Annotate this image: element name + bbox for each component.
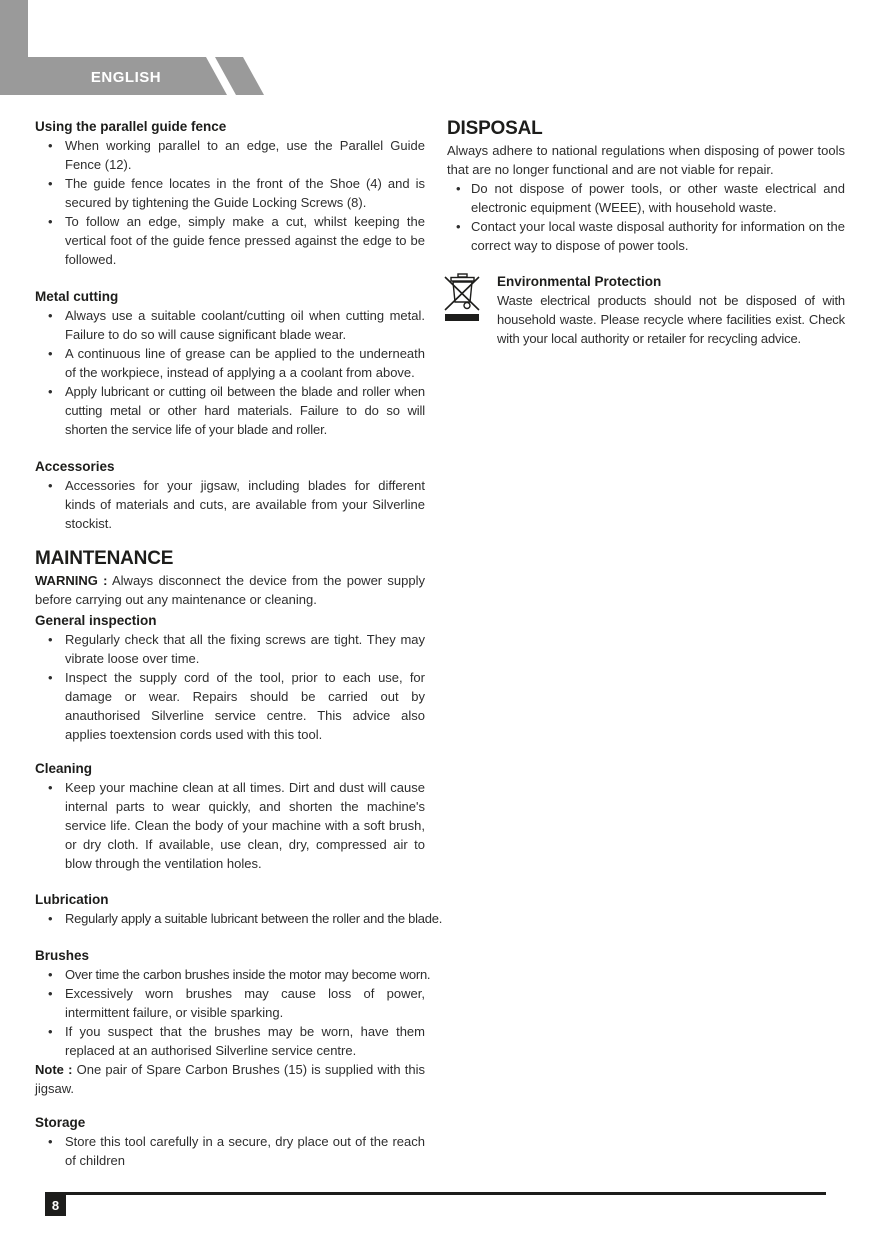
heading-metal-cutting: Metal cutting <box>35 289 119 304</box>
list-item: • When working parallel to an edge, use the Parallel Guide Fence (12). <box>35 136 425 174</box>
page-number-badge: 8 <box>45 1194 66 1216</box>
inspection-bullet-list <box>35 630 425 744</box>
heading-general-inspection: General inspection <box>35 613 157 628</box>
environmental-protection-text <box>497 272 845 348</box>
accessories-bullet-list <box>35 476 425 533</box>
disposal-bullet-list <box>447 179 845 255</box>
list-item: • Do not dispose of power tools, or other waste electrical and electronic equipment (WEEE), with household waste. <box>447 179 845 217</box>
heading-cleaning: Cleaning <box>35 761 93 776</box>
list-item: • Regularly check that all the fixing screws are tight. They may vibrate loose over time. <box>35 630 425 668</box>
left-column <box>35 117 443 1170</box>
storage-bullet-list <box>35 1132 425 1170</box>
list-item: • Store this tool carefully in a secure, dry place out of the reach of children <box>35 1132 425 1170</box>
heading-maintenance: MAINTENANCE <box>35 548 174 569</box>
weee-icon <box>443 273 483 328</box>
heading-storage: Storage <box>35 1115 86 1130</box>
list-item: • A continuous line of grease can be applied to the underneath of the workpiece, instead of applying a a coolant from above. <box>35 344 425 382</box>
heading-disposal: DISPOSAL <box>447 118 543 139</box>
list-item: • Keep your machine clean at all times. Dirt and dust will cause internal parts to wear quickly, and shorten the machine's service life. Clean the body of your machine with a soft brush, or dry cloth. If available, use clean, dry, compressed air to blow through the ventilation holes. <box>35 778 425 873</box>
heading-brushes: Brushes <box>35 948 90 963</box>
environmental-protection-block <box>447 272 845 348</box>
right-column <box>447 117 845 348</box>
warning-label: WARNING : <box>35 573 108 588</box>
note-label: Note : <box>35 1062 73 1077</box>
list-item: • Over time the carbon brushes inside the motor may become worn. <box>35 965 425 984</box>
list-item: • If you suspect that the brushes may be worn, have them replaced at an authorised Silverline service centre. <box>35 1022 425 1060</box>
warning-text: Always disconnect the device from the power supply before carrying out any maintenance or cleaning. <box>35 573 425 607</box>
list-item: • Regularly apply a suitable lubricant between the roller and the blade. <box>35 909 425 928</box>
list-item: • Always use a suitable coolant/cutting oil when cutting metal. Failure to do so will cause significant blade wear. <box>35 306 425 344</box>
list-item: • Inspect the supply cord of the tool, prior to each use, for damage or wear. Repairs should be carried out by anauthorised Silverline service centre. This advice also applies toextension cords used with this tool. <box>35 668 425 744</box>
heading-lubrication: Lubrication <box>35 892 109 907</box>
list-item: • Contact your local waste disposal authority for information on the correct way to dispose of power tools. <box>447 217 845 255</box>
environmental-protection-paragraph: Waste electrical products should not be disposed of with household waste. Please recycle where facilities exist. Check with your local authority or retailer for recycling advice. <box>497 293 845 346</box>
disposal-intro: Always adhere to national regulations when disposing of power tools that are no longer functional and are not viable for repair. <box>447 143 845 177</box>
list-item: • To follow an edge, simply make a cut, whilst keeping the vertical foot of the guide fence pressed against the edge to be followed. <box>35 212 425 269</box>
cleaning-bullet-list <box>35 778 425 873</box>
brushes-note <box>35 1060 425 1098</box>
left-margin-bar <box>0 0 28 95</box>
fence-bullet-list <box>35 136 425 269</box>
brushes-bullet-list <box>35 965 431 1060</box>
list-item: • Excessively worn brushes may cause loss of power, intermittent failure, or visible sparking. <box>35 984 425 1022</box>
metal-bullet-list <box>35 306 425 439</box>
note-text: One pair of Spare Carbon Brushes (15) is supplied with this jigsaw. <box>35 1062 425 1096</box>
list-item: • Accessories for your jigsaw, including blades for different kinds of materials and cuts, are available from your Silverline stockist. <box>35 476 425 533</box>
heading-parallel-guide-fence: Using the parallel guide fence <box>35 119 227 134</box>
heading-environmental-protection: Environmental Protection <box>497 274 662 289</box>
heading-accessories: Accessories <box>35 459 115 474</box>
language-tab-label: ENGLISH <box>90 69 162 86</box>
list-item: • Apply lubricant or cutting oil between the blade and roller when cutting metal or other hard materials. Failure to do so will shorten the service life of your blade and roller. <box>35 382 425 439</box>
maintenance-warning <box>35 571 425 609</box>
footer-rule <box>45 1192 826 1195</box>
list-item: • The guide fence locates in the front of the Shoe (4) and is secured by tightening the Guide Locking Screws (8). <box>35 174 425 212</box>
lubrication-bullet-list <box>35 909 443 928</box>
